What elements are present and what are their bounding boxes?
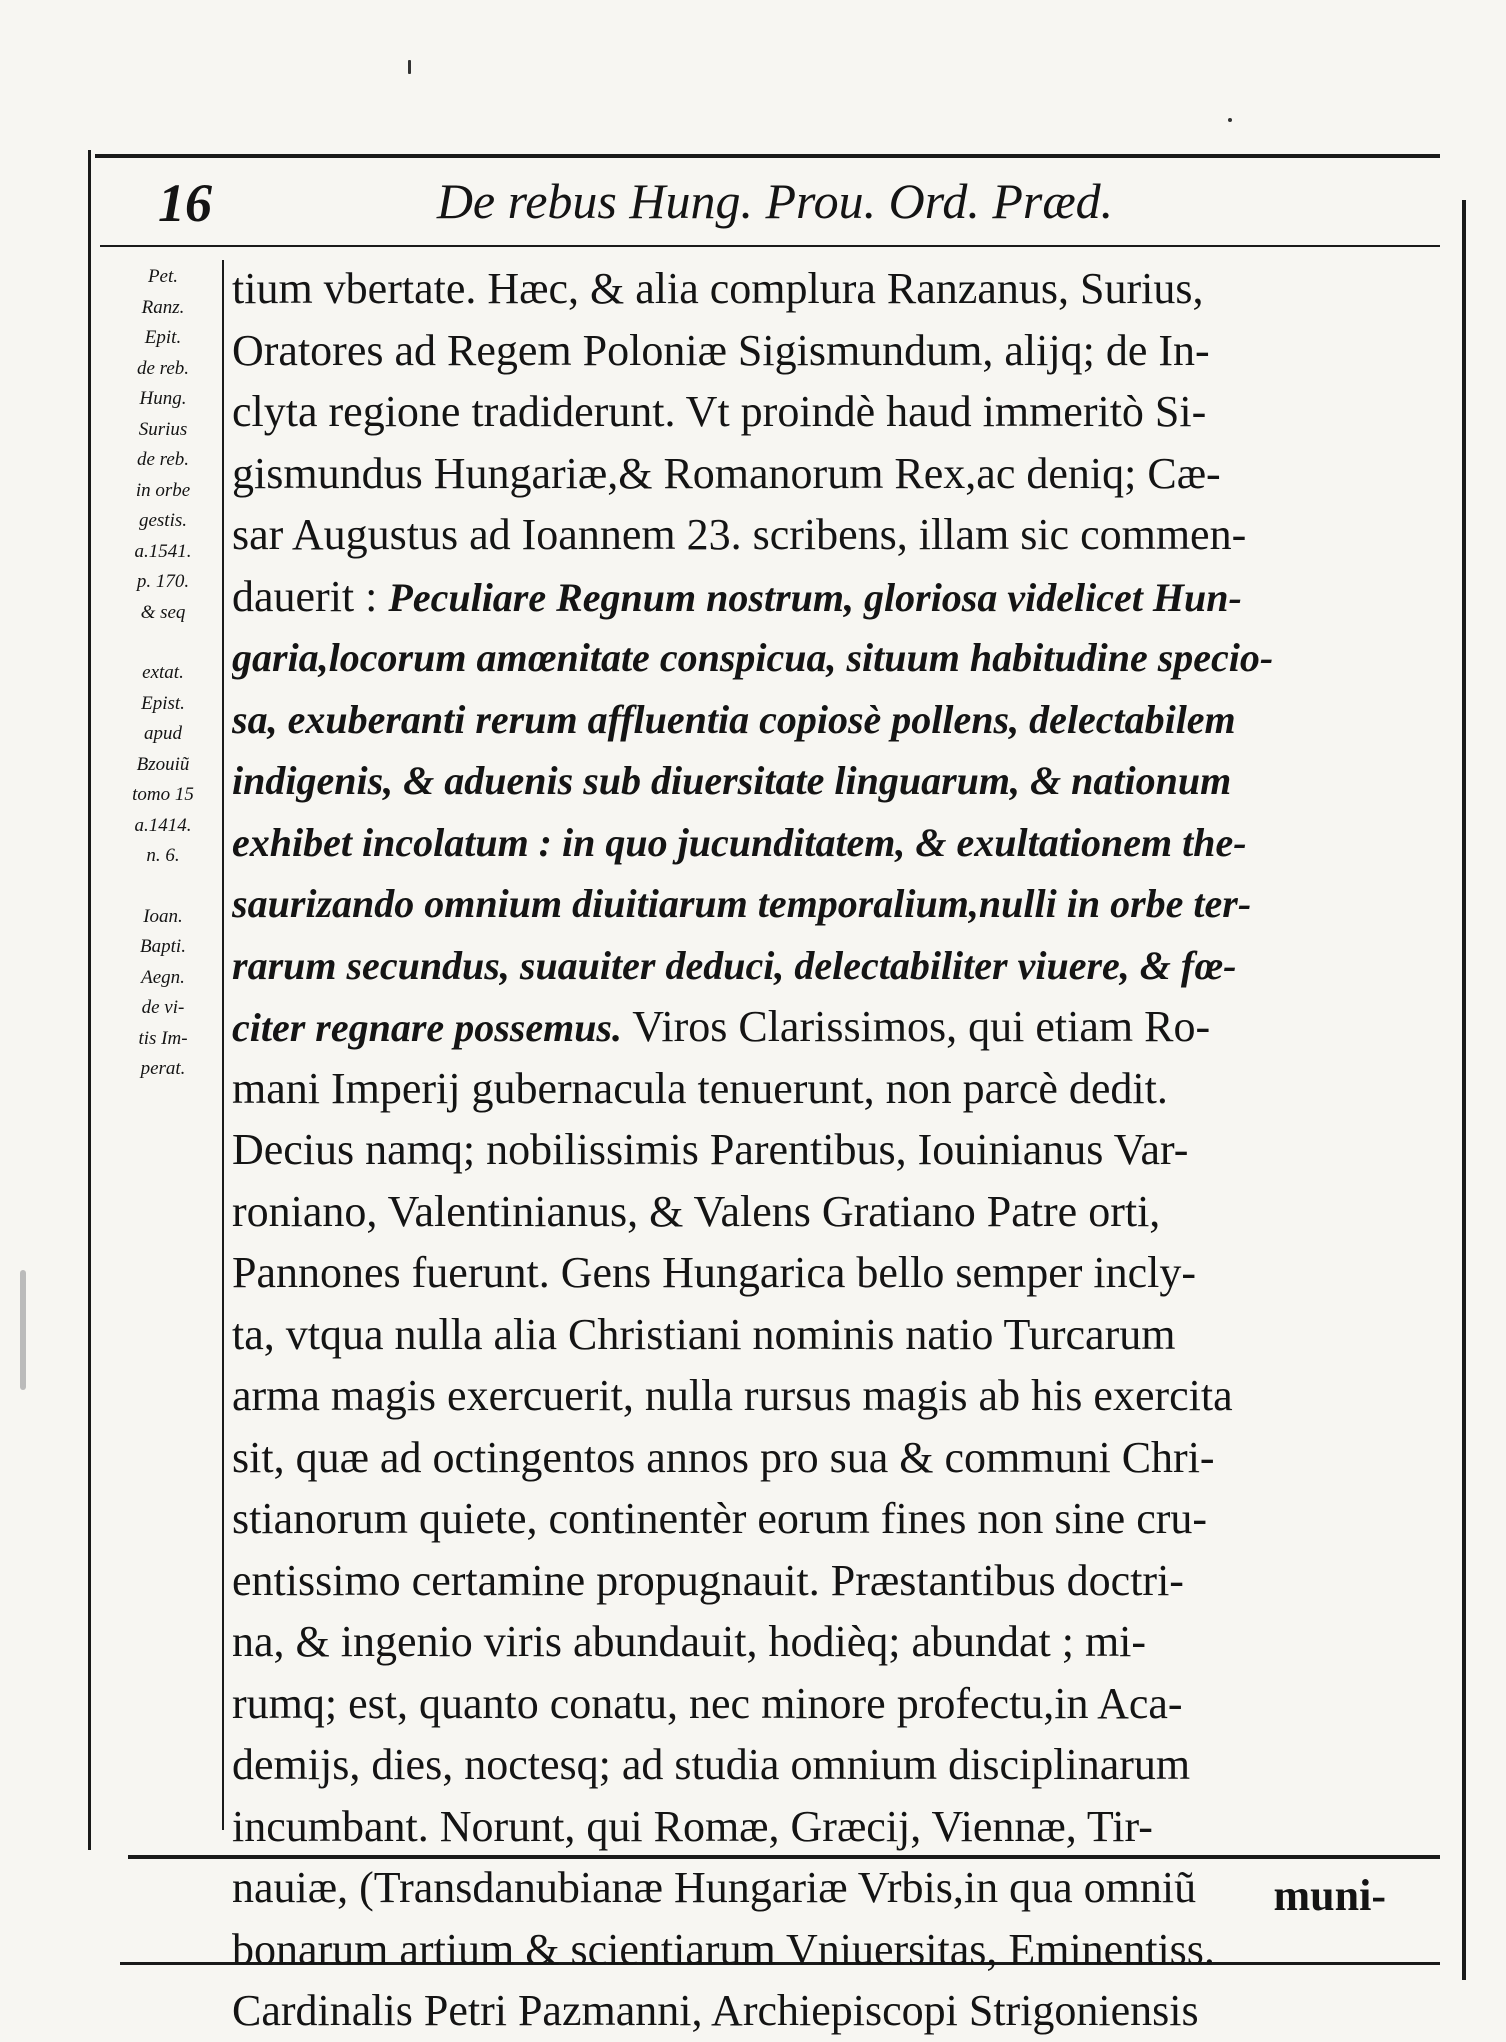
scan-speck xyxy=(1228,118,1232,122)
margin-note-line: a.1414. xyxy=(134,814,192,836)
text-line: arma magis exercuerit, nulla rursus magis ab his exercita xyxy=(232,1371,1233,1420)
text-line-mixed xyxy=(232,996,1442,1058)
margin-note-gap xyxy=(108,872,218,902)
quote-run: Peculiare Regnum nostrum, gloriosa videlicet Hun- xyxy=(388,574,1242,620)
text-run: Viros Clarissimos, qui etiam Ro- xyxy=(632,1002,1211,1051)
margin-note-line: extat. xyxy=(142,662,184,683)
text-line: na, & ingenio viris abundauit, hodièq; abundat ; mi- xyxy=(232,1617,1147,1666)
running-head xyxy=(110,172,1440,242)
quote-line: sa, exuberanti rerum affluentia copiosè pollens, delectabilem xyxy=(232,696,1236,742)
margin-note-line: a.1541. xyxy=(134,540,192,562)
page-number: 16 xyxy=(158,173,212,233)
text-run: dauerit : xyxy=(232,571,378,621)
margin-note-line: Epit. xyxy=(144,327,182,348)
text-line: incumbant. Norunt, qui Romæ, Græcij, Viennæ, Tir- xyxy=(232,1801,1153,1851)
margin-note-line: & seq xyxy=(140,601,186,623)
text-line: Decius namq; nobilissimis Parentibus, Iouinianus Var- xyxy=(232,1125,1189,1174)
text-line: bonarum artium & scientiarum Vniuersitas, Eminentiss. xyxy=(232,1924,1215,1974)
left-frame-line xyxy=(88,150,91,1850)
margin-note-line: Bapti. xyxy=(140,936,186,957)
margin-note-line: gestis. xyxy=(138,510,188,531)
quote-run: citer regnare possemus. xyxy=(232,1005,622,1050)
text-line-mixed xyxy=(232,566,1442,628)
quote-line: rarum secundus, suauiter deduci, delectabiliter viuere, & fœ- xyxy=(232,942,1237,988)
quote-line: saurizando omnium diuitiarum temporalium,nulli in orbe ter- xyxy=(232,881,1252,926)
margin-note-line: in orbe xyxy=(135,479,191,501)
margin-note-line: apud xyxy=(144,723,182,744)
margin-note-line: Surius xyxy=(138,418,188,440)
text-line: roniano, Valentinianus, & Valens Gratiano Patre orti, xyxy=(232,1186,1161,1236)
margin-note-line: de reb. xyxy=(136,357,190,379)
margin-note-line: Epist. xyxy=(141,692,185,714)
text-line: entissimo certamine propugnauit. Præstantibus doctri- xyxy=(232,1555,1184,1605)
text-line: stianorum quiete, continentèr eorum fines non sine cru- xyxy=(232,1494,1208,1543)
text-line: ta, vtqua nulla alia Christiani nominis natio Turcarum xyxy=(232,1309,1176,1359)
margin-note-line: de vi- xyxy=(141,997,185,1018)
scan-speck xyxy=(408,60,411,74)
text-line: demijs, dies, noctesq; ad studia omnium disciplinarum xyxy=(232,1740,1191,1789)
text-line: Oratores ad Regem Poloniæ Sigismundum, alijq; de In- xyxy=(232,325,1210,375)
body-text xyxy=(232,258,1442,2042)
quote-line: garia,locorum amœnitate conspicua, situum habitudine specio- xyxy=(232,635,1274,680)
scan-speck xyxy=(20,1270,26,1390)
top-rule xyxy=(95,154,1440,158)
text-line: nauiæ, (Transdanubianæ Hungariæ Vrbis,in qua omniũ xyxy=(232,1863,1197,1912)
right-frame-line xyxy=(1462,200,1466,1980)
text-line: gismundus Hungariæ,& Romanorum Rex,ac deniq; Cæ- xyxy=(232,448,1221,498)
text-line: Pannones fuerunt. Gens Hungarica bello semper incly- xyxy=(232,1248,1197,1297)
margin-note-line: perat. xyxy=(140,1058,186,1079)
margin-note-line: tomo 15 xyxy=(132,784,194,805)
margin-note-line: tis Im- xyxy=(138,1027,188,1049)
text-line: tium vbertate. Hæc, & alia complura Ranzanus, Surius, xyxy=(232,264,1204,313)
margin-note-line: p. 170. xyxy=(136,571,190,592)
quote-line: exhibet incolatum : in quo jucunditatem, & exultationem the- xyxy=(232,819,1247,865)
margin-note-gap xyxy=(108,628,218,658)
margin-note-line: n. 6. xyxy=(146,845,180,866)
text-line: Cardinalis Petri Pazmanni, Archiepiscopi Strigoniensis xyxy=(232,1986,1199,2035)
margin-note-line: Hung. xyxy=(139,388,187,409)
margin-notes xyxy=(108,262,218,1085)
margin-note-line: Ioan. xyxy=(143,905,183,927)
quote-line: indigenis, & aduenis sub diuersitate linguarum, & nationum xyxy=(232,758,1232,803)
header-title: De rebus Hung. Prou. Ord. Præd. xyxy=(436,173,1114,229)
text-line: sar Augustus ad Ioannem 23. scribens, illam sic commen- xyxy=(232,510,1247,559)
margin-note-line: Bzouiũ xyxy=(136,753,190,775)
margin-column-divider xyxy=(222,260,224,1830)
text-line: rumq; est, quanto conatu, nec minore profectu,in Aca- xyxy=(232,1678,1183,1728)
text-line: sit, quæ ad octingentos annos pro sua & communi Chri- xyxy=(232,1432,1215,1482)
margin-note-line: de reb. xyxy=(136,449,190,470)
text-line: clyta regione tradiderunt. Vt proindè haud immeritò Si- xyxy=(232,387,1207,436)
catchword: muni- xyxy=(1273,1871,1386,1920)
header-underline xyxy=(100,245,1440,247)
margin-note-line: Ranz. xyxy=(141,296,185,318)
text-line: mani Imperij gubernacula tenuerunt, non parcè dedit. xyxy=(232,1063,1168,1113)
margin-note-line: Aegn. xyxy=(141,966,185,988)
margin-note-line: Pet. xyxy=(147,266,179,287)
